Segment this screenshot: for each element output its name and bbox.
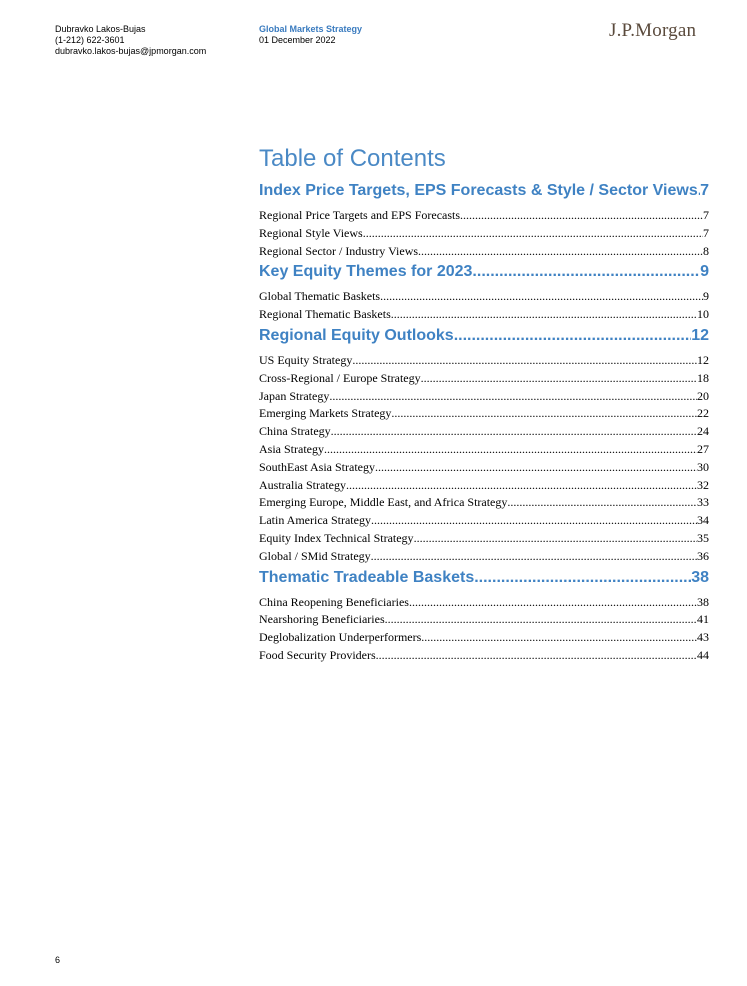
toc-entry-page: 36	[697, 548, 709, 563]
toc-entry[interactable]	[259, 611, 709, 629]
dot-leader	[346, 477, 697, 495]
dot-leader	[371, 512, 697, 530]
toc-entry[interactable]	[259, 370, 709, 388]
toc-entry-page: 34	[697, 513, 709, 528]
toc-entry-label: Nearshoring Beneficiaries	[259, 612, 385, 627]
toc-entry-page: 38	[697, 594, 709, 609]
toc-entry-label: Emerging Europe, Middle East, and Africa Strategy	[259, 495, 508, 510]
dot-leader	[414, 530, 697, 548]
author-name: Dubravko Lakos-Bujas	[55, 24, 146, 34]
dot-leader	[324, 441, 697, 459]
author-block	[55, 24, 206, 57]
toc-entry[interactable]	[259, 207, 709, 225]
toc-entry-label: Australia Strategy	[259, 477, 346, 492]
toc-entry[interactable]	[259, 405, 709, 423]
dot-leader	[391, 405, 697, 423]
toc-entry-label: Regional Price Targets and EPS Forecasts	[259, 208, 461, 222]
toc-entry-label: SouthEast Asia Strategy	[259, 459, 375, 474]
toc-entry[interactable]	[259, 494, 709, 512]
toc-entry-label: China Reopening Beneficiaries	[259, 594, 409, 609]
toc-section-heading[interactable]	[259, 566, 709, 590]
dot-leader	[418, 243, 703, 261]
toc-entry[interactable]	[259, 594, 709, 612]
toc-entry-page: 9	[703, 289, 709, 304]
toc-entry-page: 9	[700, 263, 709, 281]
toc-entry[interactable]	[259, 647, 709, 665]
toc-entry[interactable]	[259, 352, 709, 370]
toc-entry-label: Regional Thematic Baskets	[259, 307, 391, 322]
toc-entry-page: 38	[691, 568, 709, 586]
toc-entry-page: 35	[697, 530, 709, 545]
toc-entry[interactable]	[259, 629, 709, 647]
dot-leader	[454, 324, 692, 348]
toc-entry[interactable]	[259, 530, 709, 548]
toc-entry[interactable]	[259, 548, 709, 566]
toc-entry-label: Global / SMid Strategy	[259, 548, 371, 563]
toc-entry[interactable]	[259, 423, 709, 441]
toc-entry-label: Deglobalization Underperformers	[259, 630, 422, 645]
toc-entry-page: 30	[697, 459, 709, 474]
author-phone: (1-212) 622-3601	[55, 35, 125, 45]
report-series: Global Markets Strategy	[259, 24, 363, 34]
toc-entry-page: 7	[703, 208, 709, 222]
dot-leader	[460, 207, 703, 225]
dot-leader	[363, 225, 703, 243]
toc-entry-label: Asia Strategy	[259, 441, 324, 456]
toc-entry-label: Japan Strategy	[259, 388, 330, 403]
toc-entry[interactable]	[259, 225, 709, 243]
toc-entry-page: 43	[697, 630, 709, 645]
toc-entry-page: 44	[697, 647, 709, 662]
dot-leader	[421, 370, 697, 388]
toc-entry-page: 18	[697, 370, 709, 385]
jpmorgan-logo: J.P.Morgan	[609, 20, 697, 41]
dot-leader	[329, 388, 697, 406]
dot-leader	[380, 288, 703, 306]
dot-leader	[421, 629, 697, 647]
toc-entry-label: Thematic Tradeable Baskets	[259, 568, 475, 586]
dot-leader	[474, 566, 691, 590]
page-number: 6	[55, 955, 61, 965]
toc-entry-label: Latin America Strategy	[259, 513, 371, 528]
toc-entry-label: Cross-Regional / Europe Strategy	[259, 370, 421, 385]
dot-leader	[385, 611, 697, 629]
toc-entry-page: 12	[691, 326, 709, 344]
table-of-contents	[259, 145, 709, 665]
dot-leader	[472, 260, 700, 284]
toc-entry[interactable]	[259, 243, 709, 261]
toc-entry-page: 22	[697, 406, 709, 421]
dot-leader	[376, 647, 697, 665]
toc-entry-label: Equity Index Technical Strategy	[259, 530, 414, 545]
toc-entry-label: Key Equity Themes for 2023	[259, 263, 473, 281]
toc-section-heading[interactable]	[259, 179, 709, 203]
toc-entry-page: 32	[697, 477, 709, 492]
toc-section-heading[interactable]	[259, 324, 709, 348]
toc-entry-label: Emerging Markets Strategy	[259, 406, 392, 421]
dot-leader	[371, 548, 697, 566]
dot-leader	[352, 352, 697, 370]
dot-leader	[507, 494, 697, 512]
dot-leader	[375, 459, 697, 477]
toc-entry-page: 12	[697, 352, 709, 367]
toc-entry-page: 24	[697, 424, 709, 439]
dot-leader	[391, 306, 697, 324]
toc-entry-page: 10	[697, 307, 709, 322]
toc-entry-page: 33	[697, 495, 709, 510]
toc-entry-page: 8	[703, 243, 709, 258]
toc-entry[interactable]	[259, 459, 709, 477]
dot-leader	[409, 594, 697, 612]
report-date: 01 December 2022	[259, 35, 336, 45]
toc-section-heading[interactable]	[259, 260, 709, 284]
toc-entry[interactable]	[259, 441, 709, 459]
toc-entry-label: Index Price Targets, EPS Forecasts & Style / Sector Views	[259, 182, 698, 199]
toc-entry[interactable]	[259, 512, 709, 530]
toc-entry-page: 41	[697, 612, 709, 627]
toc-entry-label: Regional Sector / Industry Views	[259, 243, 419, 258]
toc-entry-page: 27	[697, 441, 709, 456]
publication-info	[259, 24, 362, 46]
toc-entry-page: 20	[697, 388, 709, 403]
toc-entry[interactable]	[259, 306, 709, 324]
toc-entry-page: 7	[703, 225, 709, 240]
toc-entry[interactable]	[259, 477, 709, 495]
toc-entry-label: Food Security Providers	[259, 647, 376, 662]
toc-entry-page: 7	[700, 182, 709, 199]
dot-leader	[331, 423, 697, 441]
toc-entry-label: Regional Equity Outlooks	[259, 326, 454, 344]
toc-entry-label: China Strategy	[259, 424, 331, 439]
toc-title: Table of Contents	[259, 145, 446, 172]
author-email[interactable]: dubravko.lakos-bujas@jpmorgan.com	[55, 46, 207, 56]
toc-entry[interactable]	[259, 288, 709, 306]
toc-entry-label: Global Thematic Baskets	[259, 289, 381, 304]
toc-entry-label: US Equity Strategy	[259, 352, 353, 367]
toc-entry-label: Regional Style Views	[259, 225, 363, 240]
toc-entry[interactable]	[259, 388, 709, 406]
toc-list	[259, 179, 709, 665]
